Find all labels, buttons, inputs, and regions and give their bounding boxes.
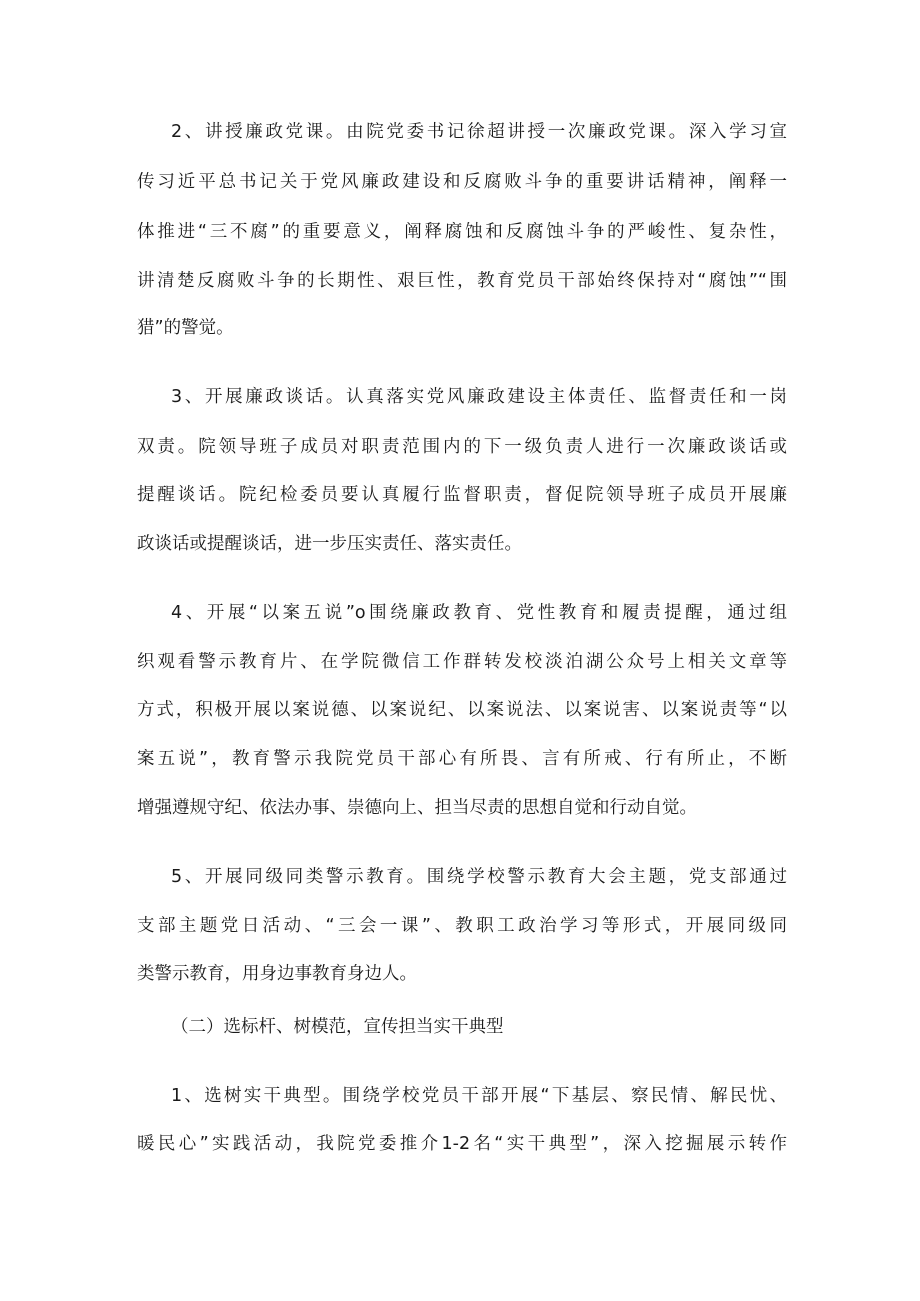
section-heading: （二）选标杆、树模范，宣传担当实干典型: [171, 1017, 504, 1037]
paragraph-line: 4、开展“以案五说”o围绕廉政教育、党性教育和履责提醒，通过组: [171, 603, 787, 623]
paragraph-line: 1、选树实干典型。围绕学校党员干部开展“下基层、察民情、解民忧、: [171, 1086, 787, 1106]
paragraph-line: 传习近平总书记关于党风廉政建设和反腐败斗争的重要讲话精神，阐释一: [137, 172, 787, 192]
paragraph-line: 3、开展廉政谈话。认真落实党风廉政建设主体责任、监督责任和一岗: [171, 387, 787, 407]
paragraph-line: 双责。院领导班子成员对职责范围内的下一级负责人进行一次廉政谈话或: [137, 437, 787, 457]
paragraph-line: 案五说”，教育警示我院党员干部心有所畏、言有所戒、行有所止，不断: [137, 749, 787, 769]
paragraph-line: 政谈话或提醒谈话，进一步压实责任、落实责任。: [137, 534, 522, 554]
paragraph-line: 方式，积极开展以案说德、以案说纪、以案说法、以案说害、以案说责等“以: [137, 700, 787, 720]
paragraph-line: 5、开展同级同类警示教育。围绕学校警示教育大会主题，党支部通过: [171, 867, 787, 887]
paragraph-line: 提醒谈话。院纪检委员要认真履行监督职责，督促院领导班子成员开展廉: [137, 485, 787, 505]
paragraph-line: 类警示教育，用身边事教育身边人。: [137, 964, 417, 984]
paragraph-line: 猎”的警觉。: [137, 318, 234, 338]
paragraph-line: 暖民心”实践活动，我院党委推介1-2名“实干典型”，深入挖掘展示转作: [137, 1134, 787, 1154]
paragraph-line: 织观看警示教育片、在学院微信工作群转发校淡泊湖公众号上相关文章等: [137, 652, 787, 672]
paragraph-line: 2、讲授廉政党课。由院党委书记徐超讲授一次廉政党课。深入学习宣: [171, 122, 787, 142]
paragraph-line: 支部主题党日活动、“三会一课”、教职工政治学习等形式，开展同级同: [137, 916, 787, 936]
paragraph-line: 增强遵规守纪、依法办事、崇德向上、担当尽责的思想自觉和行动自觉。: [137, 798, 697, 818]
paragraph-line: 体推进“三不腐”的重要意义，阐释腐蚀和反腐蚀斗争的严峻性、复杂性，: [137, 222, 787, 242]
paragraph-line: 讲清楚反腐败斗争的长期性、艰巨性，教育党员干部始终保持对“腐蚀”“围: [137, 271, 787, 291]
